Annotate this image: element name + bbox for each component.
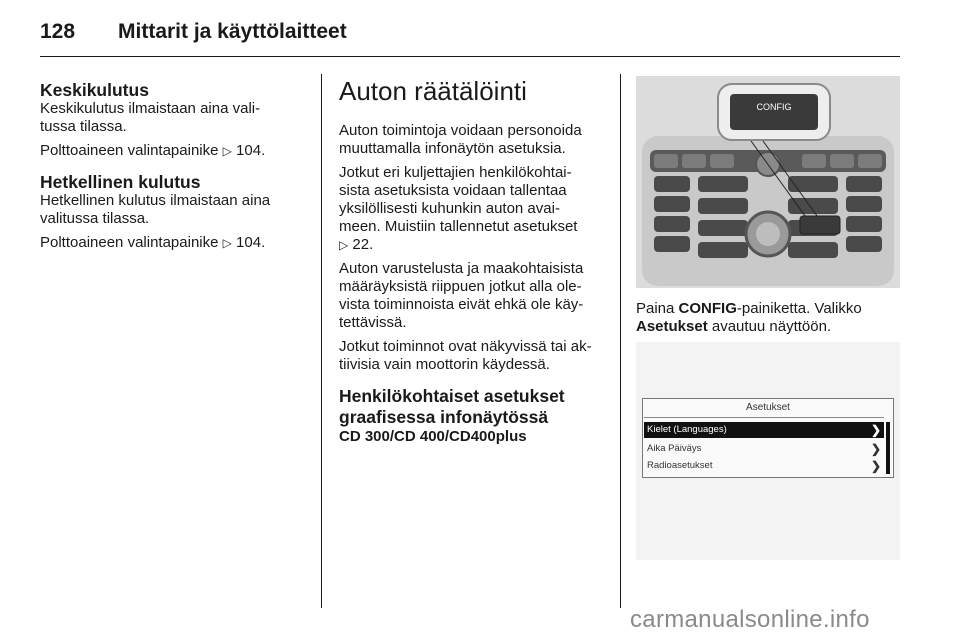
scrollbar[interactable]: [886, 422, 890, 474]
ref-page[interactable]: 22.: [352, 236, 374, 253]
section-heading-instant-consumption: Hetkellinen kulutus: [40, 172, 201, 192]
page-reference-arrow-icon: ▷: [222, 144, 232, 158]
menu-item-label: Kielet (Languages): [647, 424, 727, 435]
paragraph: [40, 192, 310, 228]
menu-item-time-date[interactable]: [644, 441, 884, 457]
left-column: [40, 80, 310, 258]
ref-page[interactable]: 104.: [236, 142, 266, 159]
page-reference-arrow-icon: ▷: [339, 238, 349, 252]
sub-heading-line: Henkilökohtaiset asetukset: [339, 386, 565, 406]
text-line: tettävissä.: [339, 314, 407, 331]
caption-text: Paina: [636, 300, 679, 317]
caption-bold: CONFIG: [678, 300, 737, 317]
text-line: Jotkut toiminnot ovat näkyvissä tai ak-: [339, 338, 592, 355]
text-line: Keskikulutus ilmaistaan aina vali-: [40, 100, 261, 117]
paragraph: [339, 164, 607, 254]
ref-text: Polttoaineen valintapainike: [40, 142, 223, 159]
section-title-customization: Auton räätälöinti: [339, 76, 527, 106]
chapter-title: Mittarit ja käyttölaitteet: [118, 20, 347, 43]
caption: [636, 300, 900, 336]
settings-screen: [636, 342, 900, 560]
text-line: Hetkellinen kulutus ilmaistaan aina: [40, 192, 271, 209]
text-line: tiivisia vain moottorin käydessä.: [339, 356, 550, 373]
paragraph: [339, 122, 607, 158]
menu-item-label: Aika Päiväys: [647, 443, 702, 454]
chevron-right-icon: ❯: [870, 423, 881, 437]
model-heading: CD 300/CD 400/CD400plus: [339, 428, 527, 445]
section-heading-average-consumption: Keskikulutus: [40, 80, 149, 100]
divider: [644, 417, 884, 418]
screen-title: Asetukset: [746, 402, 790, 413]
page-number: 128: [40, 20, 76, 43]
text-line: vista toiminnoista eivät ehkä ole käy-: [339, 296, 584, 313]
page-header: [40, 20, 900, 57]
middle-column: [339, 76, 607, 446]
caption-text: -painiketta. Valikko: [736, 300, 862, 317]
ref-text: Polttoaineen valintapainike: [40, 234, 223, 251]
menu-item-label: Radioasetukset: [647, 460, 713, 471]
caption-bold: Asetukset: [636, 318, 708, 335]
cross-reference: [40, 142, 310, 160]
text-line: sista asetuksista voidaan tallentaa: [339, 182, 567, 199]
caption-text: avautuu näyttöön.: [707, 318, 832, 335]
chevron-right-icon: ❯: [870, 442, 881, 456]
menu-item-languages[interactable]: [644, 422, 884, 438]
paragraph: [339, 338, 607, 374]
text-line: muuttamalla infonäytön asetuksia.: [339, 140, 566, 157]
text-line: määräyksistä riippuen jotkut alla ole-: [339, 278, 582, 295]
column-divider: [620, 74, 621, 608]
cross-reference: [40, 234, 310, 252]
ref-page[interactable]: 104.: [236, 234, 266, 251]
paragraph: [339, 260, 607, 332]
paragraph: [40, 100, 310, 136]
menu-item-radio-settings[interactable]: [644, 458, 884, 474]
text-line: Auton toimintoja voidaan personoida: [339, 122, 582, 139]
text-line: valitussa tilassa.: [40, 210, 150, 227]
console-photo: [636, 76, 900, 288]
text-line: Auton varustelusta ja maakohtaisista: [339, 260, 584, 277]
column-divider: [321, 74, 322, 608]
page-reference-arrow-icon: ▷: [222, 236, 232, 250]
watermark: carmanualsonline.info: [630, 606, 870, 633]
sub-heading-line: graafisessa infonäytössä: [339, 407, 549, 427]
text-line: meen. Muistiin tallennetut asetukset: [339, 218, 578, 235]
config-button-label: CONFIG: [756, 102, 792, 112]
sub-heading: [339, 386, 607, 428]
text-line: yksilöllisesti kuhunkin auton avai-: [339, 200, 560, 217]
text-line: tussa tilassa.: [40, 118, 127, 135]
text-line: Jotkut eri kuljettajien henkilökohtai-: [339, 164, 572, 181]
chevron-right-icon: ❯: [870, 459, 881, 473]
